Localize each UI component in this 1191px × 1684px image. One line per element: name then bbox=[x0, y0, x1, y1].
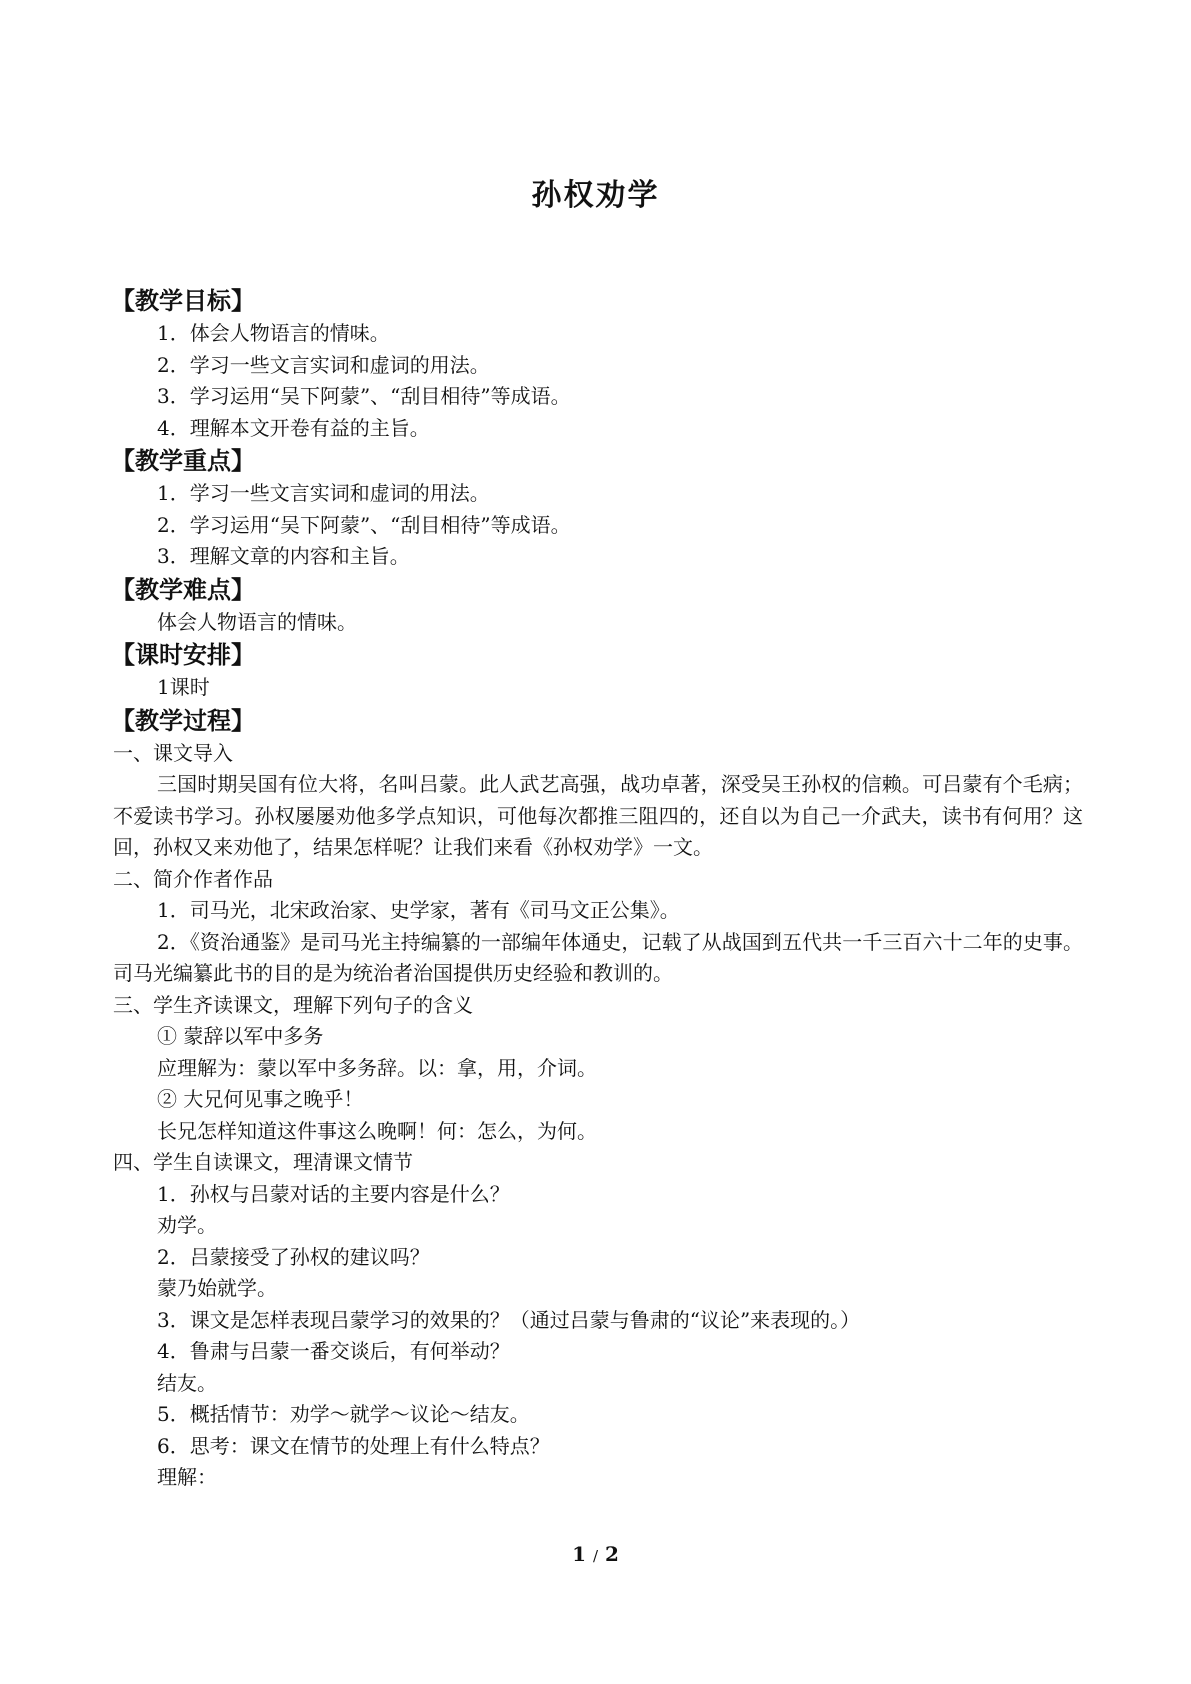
plot-line: 3．课文是怎样表现吕蒙学习的效果的？（通过吕蒙与鲁肃的“议论”来表现的。） bbox=[157, 1307, 861, 1332]
author-item: 2．《资治通鉴》是司马光主持编纂的一部编年体通史，记载了从战国到五代共一千三百六十二年的史事。司马光编纂此书的目的是为统治者治国提供历史经验和教训的。 bbox=[113, 929, 1083, 985]
objective-item: 4．理解本文开卷有益的主旨。 bbox=[157, 415, 430, 440]
page-number bbox=[0, 1542, 1191, 1566]
heading-process: 【教学过程】 bbox=[111, 706, 255, 735]
key-point-item: 2．学习运用“吴下阿蒙”、“刮目相待”等成语。 bbox=[157, 512, 571, 537]
heading-schedule: 【课时安排】 bbox=[111, 641, 255, 669]
plot-line: 蒙乃始就学。 bbox=[157, 1276, 277, 1300]
plot-line: 劝学。 bbox=[157, 1213, 217, 1237]
reading-line: 长兄怎样知道这件事这么晚啊！何：怎么，为何。 bbox=[157, 1118, 597, 1143]
document-body bbox=[113, 284, 1088, 1494]
plot-line: 结友。 bbox=[157, 1370, 217, 1395]
key-point-item: 1．学习一些文言实词和虚词的用法。 bbox=[157, 481, 490, 505]
author-item: 1．司马光，北宋政治家、史学家，著有《司马文正公集》。 bbox=[157, 898, 680, 922]
section-plot-title: 四、学生自读课文，理清课文情节 bbox=[113, 1150, 413, 1174]
plot-line: 4．鲁肃与吕蒙一番交谈后，有何举动？ bbox=[157, 1339, 510, 1363]
key-point-item: 3．理解文章的内容和主旨。 bbox=[157, 544, 410, 568]
page-total: 2 bbox=[605, 1542, 619, 1566]
document-title: 孙权劝学 bbox=[531, 178, 660, 213]
page-current: 1 bbox=[572, 1542, 586, 1566]
reading-line: 应理解为：蒙以军中多务辞。以：拿，用，介词。 bbox=[157, 1055, 597, 1080]
objective-item: 3．学习运用“吴下阿蒙”、“刮目相待”等成语。 bbox=[157, 384, 571, 408]
section-reading-title: 三、学生齐读课文，理解下列句子的含义 bbox=[113, 992, 473, 1017]
reading-line: ① 蒙辞以军中多务 bbox=[157, 1024, 324, 1048]
heading-objectives: 【教学目标】 bbox=[111, 287, 255, 315]
schedule-text: 1课时 bbox=[157, 675, 210, 699]
intro-paragraph: 三国时期吴国有位大将，名叫吕蒙。此人武艺高强，战功卓著，深受吴王孙权的信赖。可吕蒙有个毛病；不爱读书学习。孙权屡屡劝他多学点知识，可他每次都推三阻四的，还自以为自己一介武夫，读书有何用？这回，孙权又来劝他了，结果怎样呢？让我们来看《孙权劝学》一文。 bbox=[113, 772, 1083, 859]
page-separator: / bbox=[592, 1547, 599, 1565]
reading-line: ② 大兄何见事之晚乎！ bbox=[157, 1087, 364, 1111]
plot-line: 1．孙权与吕蒙对话的主要内容是什么？ bbox=[157, 1181, 510, 1206]
section-author-title: 二、简介作者作品 bbox=[113, 866, 273, 891]
plot-line: 5．概括情节：劝学～就学～议论～结友。 bbox=[157, 1402, 530, 1426]
objective-item: 2．学习一些文言实词和虚词的用法。 bbox=[157, 352, 490, 377]
plot-line: 6．思考：课文在情节的处理上有什么特点？ bbox=[157, 1433, 550, 1458]
heading-difficulty: 【教学难点】 bbox=[111, 575, 255, 604]
section-intro-title: 一、课文导入 bbox=[113, 740, 233, 765]
plot-line: 理解： bbox=[157, 1465, 217, 1489]
heading-key-points: 【教学重点】 bbox=[111, 447, 255, 475]
objective-item: 1．体会人物语言的情味。 bbox=[157, 321, 390, 345]
difficulty-text: 体会人物语言的情味。 bbox=[157, 609, 357, 634]
plot-line: 2．吕蒙接受了孙权的建议吗？ bbox=[157, 1244, 430, 1269]
